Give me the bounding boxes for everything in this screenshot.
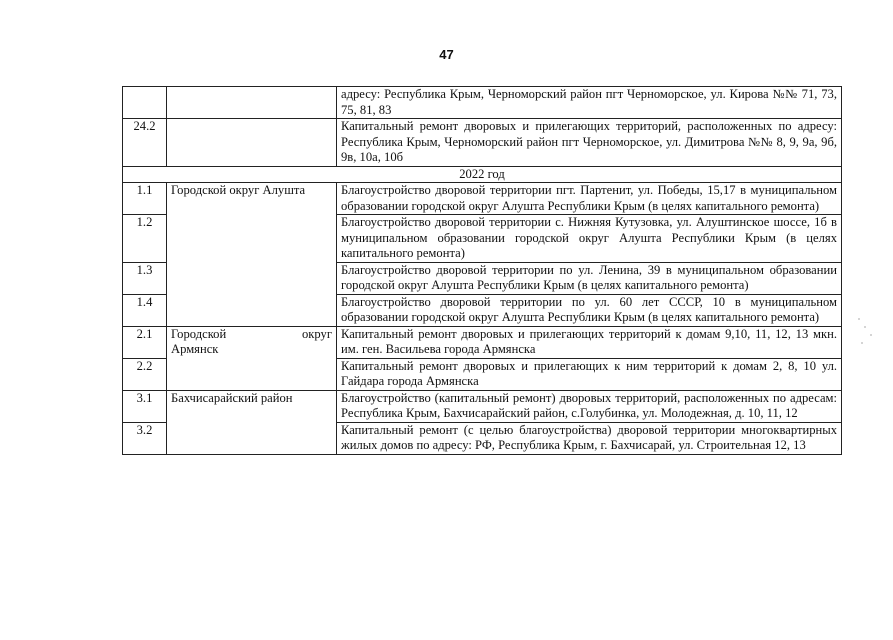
district-cell	[167, 87, 337, 119]
year-header: 2022 год	[123, 166, 842, 183]
row-number: 2.1	[123, 326, 167, 358]
district-armyansk	[167, 326, 337, 390]
district-alushta: Городской округ Алушта	[167, 183, 337, 327]
row-number: 1.4	[123, 294, 167, 326]
scan-speck	[870, 334, 872, 336]
district-word: Городской	[171, 326, 227, 341]
work-description: Благоустройство дворовой территории по ул. Ленина, 39 в муниципальном образовании городской округ Алушта Республики Крым (в целях капитального ремонта)	[337, 262, 842, 294]
scan-speck	[864, 326, 866, 328]
scan-speck	[858, 318, 860, 320]
row-number	[123, 87, 167, 119]
row-number: 1.3	[123, 262, 167, 294]
table-row	[123, 87, 842, 119]
work-description: Капитальный ремонт дворовых и прилегающих территорий, расположенных по адресу: Республика Крым, Черноморский район пгт Черноморское, ул. Димитрова №№ 8, 9, 9а, 9б, 9в, 10а, 10б	[337, 119, 842, 167]
row-number: 1.1	[123, 183, 167, 215]
district-cell	[167, 119, 337, 167]
row-number: 3.1	[123, 390, 167, 422]
table-row	[123, 119, 842, 167]
row-number: 24.2	[123, 119, 167, 167]
work-description: Капитальный ремонт (с целью благоустройства) дворовой территории многоквартирных жилых домов по адресу: РФ, Республика Крым, г. Бахчисарай, ул. Строительная 12, 13	[337, 422, 842, 454]
work-description: Благоустройство дворовой территории с. Нижняя Кутузовка, ул. Алуштинское шоссе, 1б в муниципальном образовании городской округ Алушта Республики Крым (в целях капитального ремонта)	[337, 215, 842, 263]
row-number: 1.2	[123, 215, 167, 263]
row-number: 3.2	[123, 422, 167, 454]
table-row	[123, 183, 842, 215]
work-description: адресу: Республика Крым, Черноморский район пгт Черноморское, ул. Кирова №№ 71, 73, 75, 81, 83	[337, 87, 842, 119]
row-number: 2.2	[123, 358, 167, 390]
table-row	[123, 390, 842, 422]
work-description: Капитальный ремонт дворовых и прилегающих территорий к домам 9,10, 11, 12, 13 мкн. им. ген. Васильева города Армянска	[337, 326, 842, 358]
work-description: Капитальный ремонт дворовых и прилегающих к ним территорий к домам 2, 8, 10 ул. Гайдара города Армянска	[337, 358, 842, 390]
year-row	[123, 166, 842, 183]
work-description: Благоустройство дворовой территории по ул. 60 лет СССР, 10 в муниципальном образовании городской округ Алушта Республики Крым (в целях капитального ремонта)	[337, 294, 842, 326]
scan-speck	[861, 342, 863, 344]
district-word: Армянск	[171, 342, 219, 356]
table-row	[123, 326, 842, 358]
work-description: Благоустройство (капитальный ремонт) дворовых территорий, расположенных по адресам: Республика Крым, Бахчисарайский район, с.Голубинка, ул. Молодежная, д. 10, 11, 12	[337, 390, 842, 422]
works-table	[122, 86, 842, 455]
district-bakhchisaray: Бахчисарайский район	[167, 390, 337, 454]
page-number: 47	[439, 47, 454, 62]
work-description: Благоустройство дворовой территории пгт. Партенит, ул. Победы, 15,17 в муниципальном образовании городской округ Алушта Республики Крым (в целях капитального ремонта)	[337, 183, 842, 215]
district-word: округ	[301, 326, 332, 341]
